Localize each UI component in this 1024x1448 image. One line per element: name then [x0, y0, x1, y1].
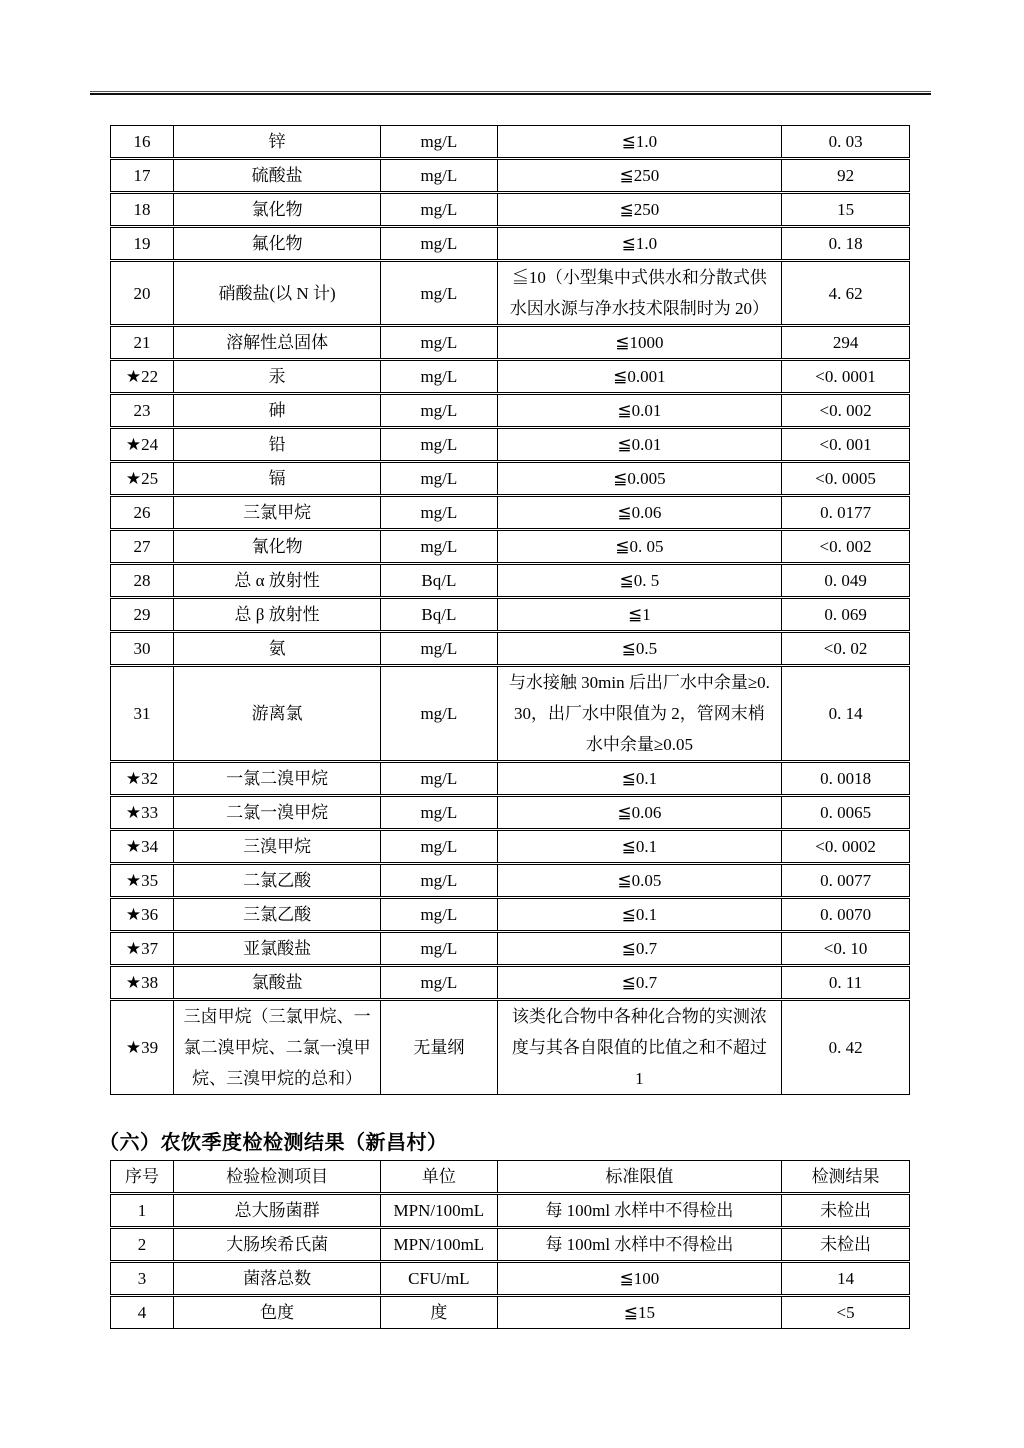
row-limit: ≦0.7: [497, 966, 781, 1000]
row-serial: ★32: [111, 762, 174, 796]
table-row: [111, 932, 910, 966]
table-row: [111, 159, 910, 193]
row-serial: 27: [111, 530, 174, 564]
row-limit: ≦1.0: [497, 227, 781, 261]
row-limit: 该类化合物中各种化合物的实测浓度与其各自限值的比值之和不超过 1: [497, 1000, 781, 1095]
table-header-row: [111, 1161, 910, 1194]
row-item: 一氯二溴甲烷: [174, 762, 381, 796]
table-row: [111, 1228, 910, 1262]
row-limit: ≦0.7: [497, 932, 781, 966]
row-unit: mg/L: [381, 796, 498, 830]
row-serial: 26: [111, 496, 174, 530]
header-limit: 标准限值: [497, 1161, 781, 1194]
row-serial: 19: [111, 227, 174, 261]
row-item: 镉: [174, 462, 381, 496]
row-limit: ≦100: [497, 1262, 781, 1296]
row-result: <0. 10: [782, 932, 910, 966]
table-row: [111, 530, 910, 564]
row-item: 菌落总数: [174, 1262, 381, 1296]
row-item: 氯化物: [174, 193, 381, 227]
table-row: [111, 1262, 910, 1296]
table-row: [111, 428, 910, 462]
row-result: 0. 0065: [782, 796, 910, 830]
table-row: [111, 830, 910, 864]
row-item: 游离氯: [174, 666, 381, 762]
row-unit: mg/L: [381, 227, 498, 261]
row-limit: ≦250: [497, 159, 781, 193]
row-limit: ≦0.1: [497, 898, 781, 932]
row-serial: ★22: [111, 360, 174, 394]
row-unit: CFU/mL: [381, 1262, 498, 1296]
table-row: [111, 864, 910, 898]
row-item: 色度: [174, 1296, 381, 1329]
row-unit: MPN/100mL: [381, 1194, 498, 1228]
row-unit: mg/L: [381, 530, 498, 564]
row-result: 0. 14: [782, 666, 910, 762]
row-item: 总 β 放射性: [174, 598, 381, 632]
row-limit: ≦0. 5: [497, 564, 781, 598]
row-serial: 21: [111, 326, 174, 360]
table-row: [111, 126, 910, 159]
header-item: 检验检测项目: [174, 1161, 381, 1194]
row-result: 未检出: [782, 1228, 910, 1262]
table-row: [111, 1194, 910, 1228]
row-unit: mg/L: [381, 496, 498, 530]
row-unit: mg/L: [381, 864, 498, 898]
row-unit: mg/L: [381, 898, 498, 932]
row-item: 亚氯酸盐: [174, 932, 381, 966]
row-limit: ≦0.001: [497, 360, 781, 394]
row-serial: 31: [111, 666, 174, 762]
table-row: [111, 227, 910, 261]
row-limit: ≦1000: [497, 326, 781, 360]
table-row: [111, 564, 910, 598]
row-item: 硫酸盐: [174, 159, 381, 193]
row-result: 0. 069: [782, 598, 910, 632]
row-unit: mg/L: [381, 966, 498, 1000]
row-serial: 18: [111, 193, 174, 227]
table-row: [111, 261, 910, 326]
row-limit: ≦0.06: [497, 496, 781, 530]
row-unit: mg/L: [381, 261, 498, 326]
row-item: 三氯甲烷: [174, 496, 381, 530]
table-row: [111, 598, 910, 632]
row-item: 溶解性总固体: [174, 326, 381, 360]
header-unit: 单位: [381, 1161, 498, 1194]
row-limit: ≦15: [497, 1296, 781, 1329]
quarterly-test-results-table: [110, 1160, 910, 1329]
table-row: [111, 966, 910, 1000]
row-unit: Bq/L: [381, 564, 498, 598]
row-item: 三溴甲烷: [174, 830, 381, 864]
row-limit: 每 100ml 水样中不得检出: [497, 1194, 781, 1228]
row-unit: mg/L: [381, 360, 498, 394]
row-item: 汞: [174, 360, 381, 394]
row-limit: ≦0.1: [497, 830, 781, 864]
row-result: 0. 0018: [782, 762, 910, 796]
table-row: [111, 796, 910, 830]
row-item: 大肠埃希氏菌: [174, 1228, 381, 1262]
row-item: 氨: [174, 632, 381, 666]
row-unit: mg/L: [381, 428, 498, 462]
row-serial: ★39: [111, 1000, 174, 1095]
row-limit: ≦1.0: [497, 126, 781, 159]
row-serial: 17: [111, 159, 174, 193]
row-limit: 与水接触 30min 后出厂水中余量≥0.30，出厂水中限值为 2，管网末梢水中余量≥0.05: [497, 666, 781, 762]
row-result: 14: [782, 1262, 910, 1296]
row-unit: mg/L: [381, 830, 498, 864]
row-limit: ≦0.06: [497, 796, 781, 830]
row-limit: ≦0. 05: [497, 530, 781, 564]
row-item: 二氯一溴甲烷: [174, 796, 381, 830]
row-serial: 2: [111, 1228, 174, 1262]
table-row: [111, 666, 910, 762]
row-unit: mg/L: [381, 126, 498, 159]
table-row: [111, 762, 910, 796]
row-serial: 29: [111, 598, 174, 632]
row-unit: 无量纲: [381, 1000, 498, 1095]
row-limit: ≦0.01: [497, 428, 781, 462]
row-serial: ★33: [111, 796, 174, 830]
row-result: <0. 002: [782, 394, 910, 428]
row-serial: ★37: [111, 932, 174, 966]
row-serial: 3: [111, 1262, 174, 1296]
row-unit: Bq/L: [381, 598, 498, 632]
row-result: 15: [782, 193, 910, 227]
row-item: 氯酸盐: [174, 966, 381, 1000]
row-result: 未检出: [782, 1194, 910, 1228]
row-item: 三氯乙酸: [174, 898, 381, 932]
row-item: 三卤甲烷（三氯甲烷、一氯二溴甲烷、二氯一溴甲烷、三溴甲烷的总和）: [174, 1000, 381, 1095]
row-serial: ★24: [111, 428, 174, 462]
row-serial: 4: [111, 1296, 174, 1329]
row-limit: ≦0.005: [497, 462, 781, 496]
row-result: <0. 0002: [782, 830, 910, 864]
row-unit: mg/L: [381, 632, 498, 666]
row-serial: ★38: [111, 966, 174, 1000]
row-limit: ≦0.5: [497, 632, 781, 666]
water-quality-table-continued: [110, 125, 910, 1095]
row-limit: ≦1: [497, 598, 781, 632]
table-row: [111, 1000, 910, 1095]
row-result: 0. 18: [782, 227, 910, 261]
row-item: 铅: [174, 428, 381, 462]
row-limit: 每 100ml 水样中不得检出: [497, 1228, 781, 1262]
row-unit: mg/L: [381, 159, 498, 193]
row-serial: ★34: [111, 830, 174, 864]
row-result: 0. 42: [782, 1000, 910, 1095]
row-result: 92: [782, 159, 910, 193]
row-serial: 16: [111, 126, 174, 159]
table-row: [111, 360, 910, 394]
row-result: 294: [782, 326, 910, 360]
row-result: 0. 0077: [782, 864, 910, 898]
page-header-rule: [90, 91, 931, 95]
row-limit: ≦250: [497, 193, 781, 227]
row-serial: 23: [111, 394, 174, 428]
row-result: 0. 03: [782, 126, 910, 159]
table-row: [111, 898, 910, 932]
row-result: 0. 0070: [782, 898, 910, 932]
row-result: <0. 02: [782, 632, 910, 666]
table-row: [111, 1296, 910, 1329]
row-serial: ★35: [111, 864, 174, 898]
row-result: <0. 0001: [782, 360, 910, 394]
table-row: [111, 326, 910, 360]
row-limit: ≦10（小型集中式供水和分散式供水因水源与净水技术限制时为 20）: [497, 261, 781, 326]
row-item: 锌: [174, 126, 381, 159]
row-unit: mg/L: [381, 326, 498, 360]
row-result: <5: [782, 1296, 910, 1329]
row-unit: MPN/100mL: [381, 1228, 498, 1262]
table-row: [111, 394, 910, 428]
row-unit: mg/L: [381, 932, 498, 966]
row-limit: ≦0.01: [497, 394, 781, 428]
row-serial: ★36: [111, 898, 174, 932]
row-result: 4. 62: [782, 261, 910, 326]
row-item: 氰化物: [174, 530, 381, 564]
row-unit: mg/L: [381, 193, 498, 227]
row-item: 硝酸盐(以 N 计): [174, 261, 381, 326]
row-unit: 度: [381, 1296, 498, 1329]
row-result: <0. 001: [782, 428, 910, 462]
row-unit: mg/L: [381, 666, 498, 762]
row-serial: 28: [111, 564, 174, 598]
row-serial: 20: [111, 261, 174, 326]
table-row: [111, 496, 910, 530]
row-item: 氟化物: [174, 227, 381, 261]
row-result: 0. 049: [782, 564, 910, 598]
row-serial: 30: [111, 632, 174, 666]
row-limit: ≦0.1: [497, 762, 781, 796]
row-result: <0. 0005: [782, 462, 910, 496]
section-heading: （六）农饮季度检检测结果（新昌村）: [99, 1132, 448, 1154]
row-item: 二氯乙酸: [174, 864, 381, 898]
row-item: 总 α 放射性: [174, 564, 381, 598]
row-result: 0. 0177: [782, 496, 910, 530]
row-item: 总大肠菌群: [174, 1194, 381, 1228]
header-result: 检测结果: [782, 1161, 910, 1194]
table-row: [111, 462, 910, 496]
row-unit: mg/L: [381, 394, 498, 428]
row-serial: ★25: [111, 462, 174, 496]
row-result: 0. 11: [782, 966, 910, 1000]
table-row: [111, 632, 910, 666]
row-item: 砷: [174, 394, 381, 428]
row-unit: mg/L: [381, 762, 498, 796]
row-serial: 1: [111, 1194, 174, 1228]
table-row: [111, 193, 910, 227]
row-unit: mg/L: [381, 462, 498, 496]
row-limit: ≦0.05: [497, 864, 781, 898]
row-result: <0. 002: [782, 530, 910, 564]
header-serial: 序号: [111, 1161, 174, 1194]
